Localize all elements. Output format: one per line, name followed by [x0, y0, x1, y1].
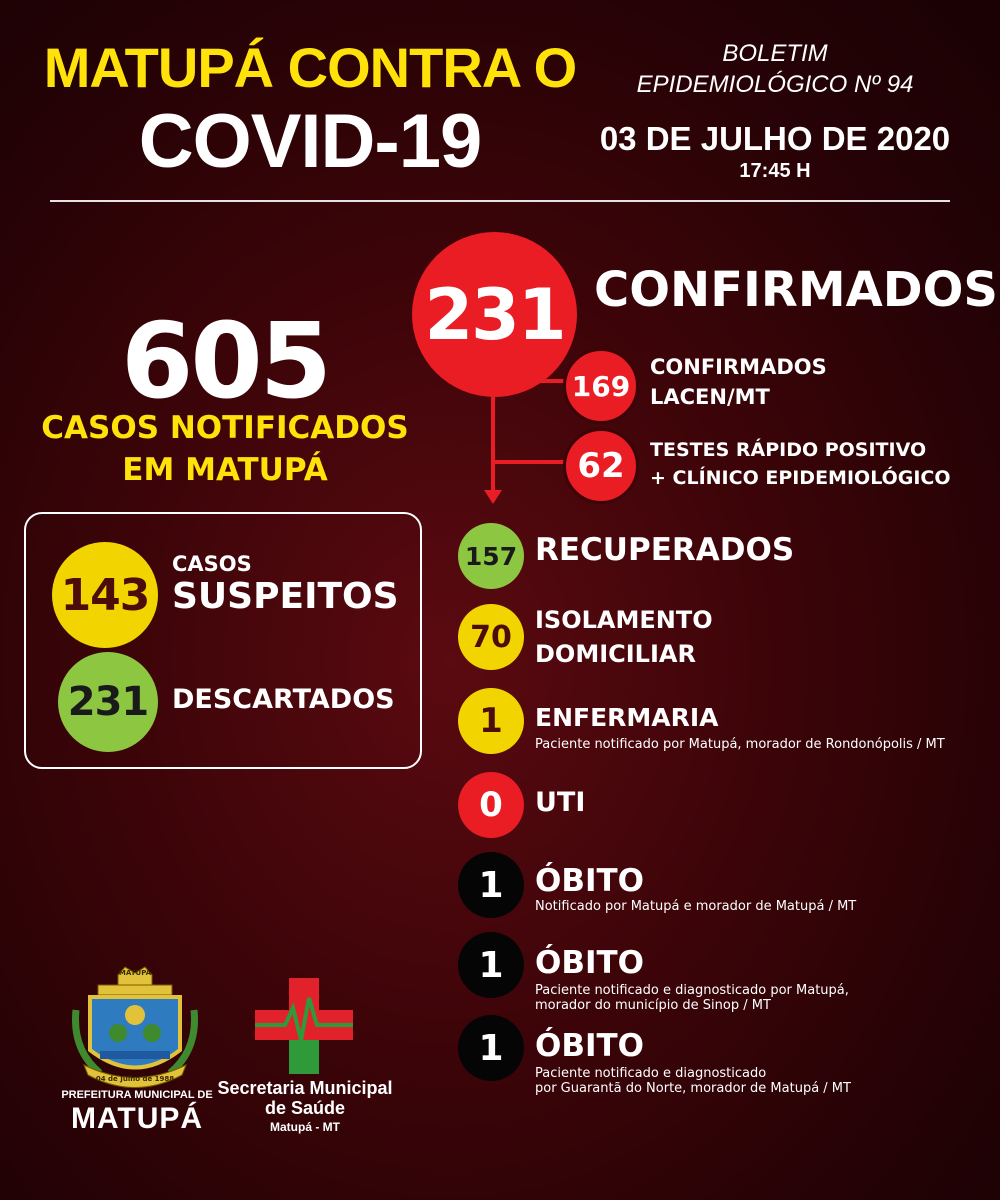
city-hall-line-1: PREFEITURA MUNICIPAL DE	[61, 1089, 213, 1101]
bulletin-label	[600, 38, 950, 100]
icu-count-circle: 0	[458, 772, 524, 838]
rapid-label-line-1: TESTES RÁPIDO POSITIVO	[650, 439, 927, 461]
icu-label: UTI	[535, 787, 586, 818]
death-3-note-line-2: por Guarantã do Norte, morador de Matupá / MT	[535, 1081, 851, 1096]
isolation-count-circle: 70	[458, 604, 524, 670]
notified-label-line-2: EM MATUPÁ	[122, 452, 328, 488]
death-1-note: Notificado por Matupá e morador de Matupá / MT	[535, 899, 857, 914]
death-3-count-circle: 1	[458, 1015, 524, 1081]
death-2-note	[535, 983, 849, 1013]
death-2-count-circle: 1	[458, 932, 524, 998]
lacen-label	[650, 352, 827, 412]
bulletin-time: 17:45 H	[739, 160, 811, 182]
suspects-label-small: CASOS	[172, 552, 252, 576]
death-1-label: ÓBITO	[535, 863, 645, 899]
suspects-count-circle: 143	[52, 542, 158, 648]
recovered-label: RECUPERADOS	[535, 532, 795, 568]
tree-branch-rapid	[491, 460, 571, 464]
rapid-label-line-2: + CLÍNICO EPIDEMIOLÓGICO	[650, 467, 951, 489]
death-3-note-line-1: Paciente notificado e diagnosticado	[535, 1066, 767, 1081]
title-line-1: MATUPÁ CONTRA O	[43, 36, 577, 99]
isolation-label-line-1: ISOLAMENTO	[535, 606, 713, 634]
lacen-label-line-2: LACEN/MT	[650, 385, 770, 409]
bulletin-line-1: BOLETIM	[722, 40, 828, 67]
death-3-note	[535, 1066, 851, 1096]
death-2-label: ÓBITO	[535, 945, 645, 981]
discarded-label: DESCARTADOS	[172, 684, 395, 715]
death-1-count-circle: 1	[458, 852, 524, 918]
health-secretariat-name	[210, 1078, 400, 1118]
health-line-1: Secretaria Municipal	[217, 1078, 393, 1098]
confirmed-label: CONFIRMADOS	[594, 262, 998, 318]
suspects-label-big: SUSPEITOS	[172, 576, 399, 617]
lacen-count-circle: 169	[563, 348, 639, 424]
city-crest-logo	[70, 965, 200, 1090]
ward-note: Paciente notificado por Matupá, morador de Rondonópolis / MT	[535, 737, 945, 752]
city-hall-line-2: MATUPÁ	[70, 1102, 204, 1135]
ward-count-circle: 1	[458, 688, 524, 754]
bulletin-date: 03 DE JULHO DE 2020	[599, 120, 951, 157]
death-2-note-line-2: morador do município de Sinop / MT	[535, 998, 771, 1013]
ward-label: ENFERMARIA	[535, 703, 719, 732]
discarded-count-circle: 231	[58, 652, 158, 752]
lacen-label-line-1: CONFIRMADOS	[650, 355, 827, 379]
header-divider	[50, 200, 950, 202]
isolation-label-line-2: DOMICILIAR	[535, 640, 696, 668]
crest-ribbon-text: 04 de Julho de 1988	[95, 1075, 175, 1083]
rapid-label	[650, 436, 951, 492]
death-3-label: ÓBITO	[535, 1028, 645, 1064]
death-2-note-line-1: Paciente notificado e diagnosticado por Matupá,	[535, 983, 849, 998]
notified-label-line-1: CASOS NOTIFICADOS	[41, 410, 409, 446]
tree-arrow-down-icon	[484, 490, 502, 504]
rapid-count-circle: 62	[563, 428, 639, 504]
confirmed-total-circle: 231	[412, 232, 577, 397]
bulletin-line-2: EPIDEMIOLÓGICO Nº 94	[636, 71, 914, 98]
isolation-label	[535, 603, 713, 671]
red-green-cross-logo	[255, 978, 355, 1074]
health-line-3: Matupá - MT	[270, 1120, 340, 1134]
health-line-2: de Saúde	[264, 1098, 346, 1118]
recovered-count-circle: 157	[458, 523, 524, 589]
crest-banner-text: MATUPÁ	[118, 969, 152, 977]
notified-total: 605	[120, 300, 330, 422]
title-line-2: COVID-19	[138, 99, 482, 184]
